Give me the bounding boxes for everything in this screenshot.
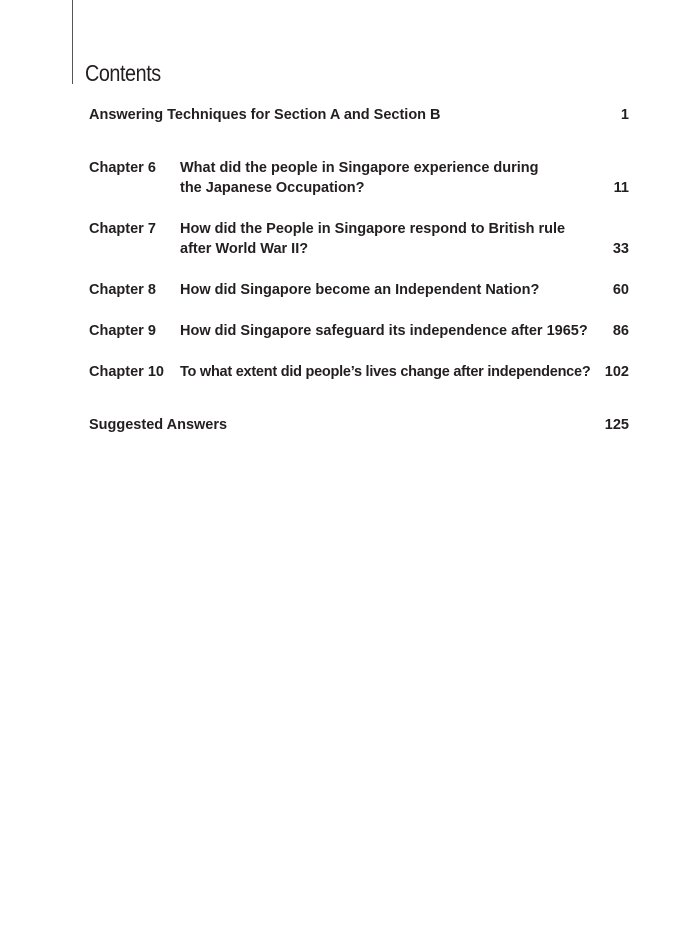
- chapter-label: Chapter 7: [89, 221, 156, 237]
- toc-entry-chapter-10[interactable]: [89, 362, 629, 382]
- chapter-page: 60: [612, 282, 629, 298]
- chapter-label: Chapter 10: [89, 364, 164, 380]
- toc-entry-answering-techniques[interactable]: [89, 105, 629, 125]
- toc-entry-page: 125: [604, 417, 629, 433]
- chapter-page: 86: [612, 323, 629, 339]
- chapter-title: What did the people in Singapore experience during the Japanese Occupation?: [180, 160, 539, 196]
- chapter-title: How did Singapore safeguard its independence after 1965?: [180, 323, 588, 339]
- toc-entry-chapter-6[interactable]: [89, 158, 629, 198]
- toc-entry-chapter-8[interactable]: [89, 280, 629, 300]
- toc-entry-suggested-answers[interactable]: [89, 415, 629, 435]
- chapter-label: Chapter 6: [89, 160, 156, 176]
- table-of-contents: [89, 0, 629, 947]
- toc-entry-chapter-7[interactable]: [89, 219, 629, 259]
- chapter-title: How did Singapore become an Independent Nation?: [180, 282, 540, 298]
- toc-entry-page: 1: [620, 107, 629, 123]
- toc-entry-title: Suggested Answers: [89, 417, 228, 433]
- toc-entry-title: Answering Techniques for Section A and Section B: [89, 107, 441, 123]
- chapter-page: 11: [613, 180, 629, 196]
- chapter-label: Chapter 8: [89, 282, 156, 298]
- chapter-title: To what extent did people’s lives change after independence?: [180, 364, 591, 380]
- chapter-page: 102: [604, 364, 629, 380]
- toc-entry-chapter-9[interactable]: [89, 321, 629, 341]
- chapter-label: Chapter 9: [89, 323, 156, 339]
- page-title: Contents: [85, 60, 161, 86]
- margin-rule: [72, 0, 73, 84]
- chapter-page: 33: [612, 241, 629, 257]
- chapter-title: How did the People in Singapore respond to British rule after World War II?: [180, 221, 566, 257]
